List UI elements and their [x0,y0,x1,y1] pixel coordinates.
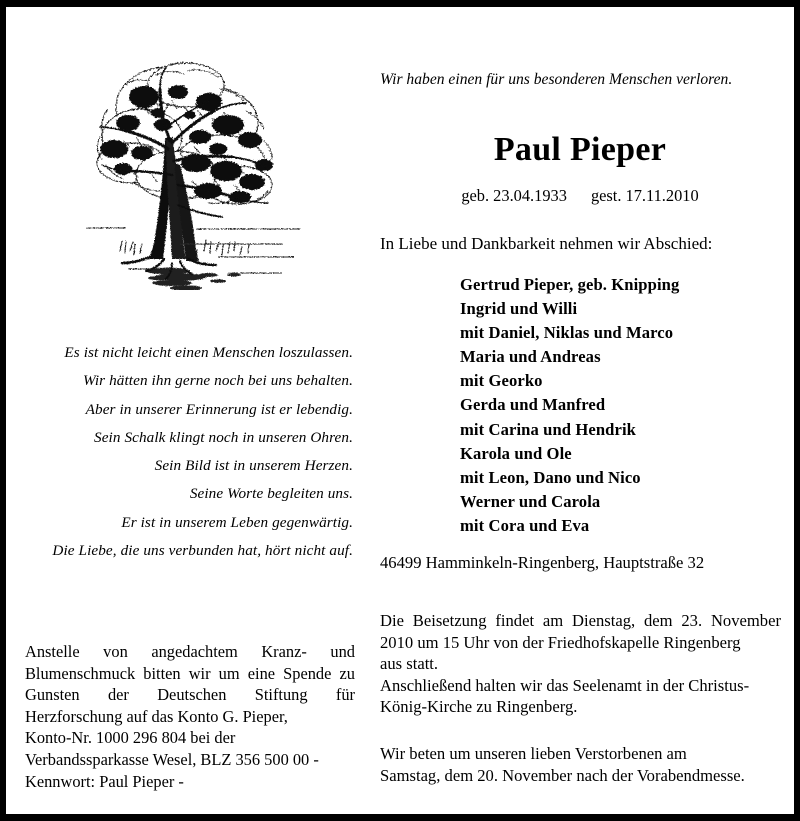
death-date: gest. 17.11.2010 [590,186,699,205]
poem-line: Er ist in unserem Leben gegenwärtig. [121,513,353,531]
family-list [460,273,790,538]
farewell-text: In Liebe und Dankbarkeit nehmen wir Abschied: [380,234,713,253]
donation-account-line: Konto-Nr. 1000 296 804 bei der [25,728,236,748]
donation-keyword-line: Kennwort: Paul Pieper - [25,771,184,791]
funeral-paragraph-end: aus statt. [380,654,439,673]
birth-date: geb. 23.04.1933 [461,186,567,205]
family-member: Gertrud Pieper, geb. Knipping [460,275,680,294]
address-line: 46499 Hamminkeln-Ringenberg, Hauptstraße 32 [380,553,705,572]
family-member: mit Leon, Dano und Nico [460,467,641,487]
mass-paragraph: Anschließend halten wir das Seelenamt in der Christus- [380,675,750,695]
poem-line: Sein Schalk klingt noch in unseren Ohren. [94,428,353,446]
family-member: mit Georko [460,371,543,391]
poem-line: Sein Bild ist in unserem Herzen. [154,457,353,475]
family-member: Werner und Carola [460,491,601,511]
tree-illustration [68,45,318,290]
family-member: mit Carina und Hendrik [460,419,637,439]
poem-line: Wir hätten ihn gerne noch bei uns behalten. [82,372,353,390]
poem-line: Die Liebe, die uns verbunden hat, hört nicht auf. [52,542,353,560]
memorial-poem [16,339,353,565]
notice-sheet [6,7,794,814]
prayer-paragraph: Wir beten um unseren lieben Verstorbenen am [380,744,687,763]
deceased-name: Paul Pieper [493,131,667,168]
donation-bank-line: Verbandssparkasse Wesel, BLZ 356 500 00 - [25,749,319,769]
prayer-details [380,743,781,786]
mass-paragraph-end: König-Kirche zu Ringenberg. [380,697,578,716]
prayer-paragraph-end: Samstag, dem 20. November nach der Vorabendmesse. [380,765,745,785]
intro-text: Wir haben einen für uns besonderen Menschen verloren. [380,71,733,88]
donation-paragraph: Anstelle von angedachtem Kranz- und Blumenschmuck bitten wir um eine Spende zu Gunsten der Deutschen Stiftung für Herzforschung auf das Konto G. Pieper, [25,642,355,726]
family-member: Karola und Ole [460,443,572,463]
donation-note [25,641,355,792]
family-member: mit Cora und Eva [460,515,590,535]
family-member: mit Daniel, Niklas und Marco [460,323,674,343]
family-member: Gerda und Manfred [460,395,606,415]
family-member: Maria und Andreas [460,347,601,367]
poem-line: Es ist nicht leicht einen Menschen loszulassen. [64,344,353,361]
funeral-details [380,610,781,718]
poem-line: Seine Worte begleiten uns. [189,485,353,503]
funeral-paragraph: Die Beisetzung findet am Dienstag, dem 23. November 2010 um 15 Uhr von der Friedhofskapelle Ringenberg [380,611,781,652]
life-dates [380,185,780,207]
poem-line: Aber in unserer Erinnerung ist er lebendig. [85,400,353,418]
family-member: Ingrid und Willi [460,299,578,319]
